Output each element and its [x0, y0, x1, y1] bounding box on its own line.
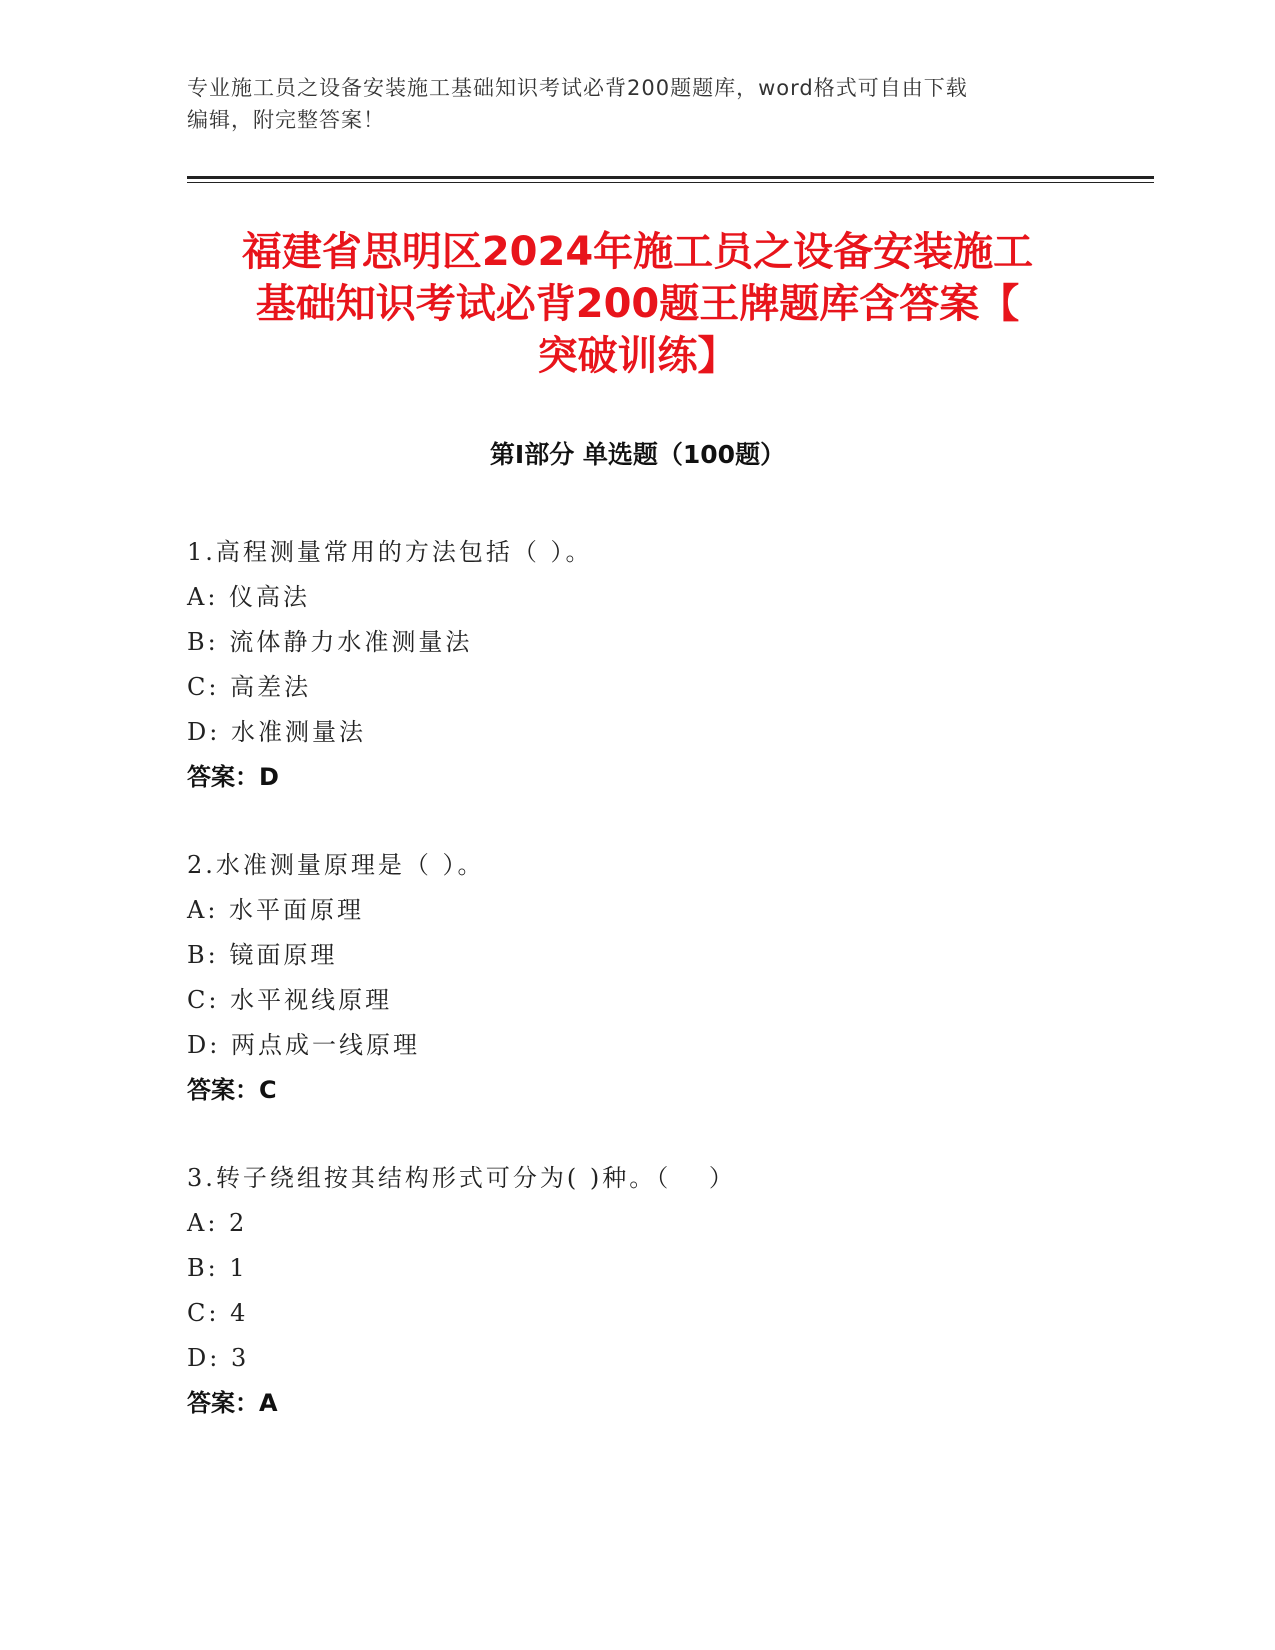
question-list: [187, 530, 1087, 1469]
header-note: [187, 72, 1077, 136]
title-line-2: 基础知识考试必背200题王牌题库含答案【: [255, 281, 1020, 327]
header-note-line-1: 专业施工员之设备安装施工基础知识考试必背200题题库，word格式可自由下载: [187, 76, 968, 100]
section-heading: 第Ⅰ部分 单选题（100题）: [489, 440, 786, 469]
question-3: [187, 1156, 1087, 1426]
option-d: D: 两点成一线原理: [187, 1031, 420, 1059]
question-stem: 1.高程测量常用的方法包括（ ）。: [187, 538, 593, 566]
title-line-1: 福建省思明区2024年施工员之设备安装施工: [241, 229, 1034, 275]
question-1: [187, 530, 1087, 800]
answer: 答案：C: [187, 1076, 277, 1104]
option-c: C: 4: [187, 1299, 249, 1327]
question-stem: 3.转子绕组按其结构形式可分为( )种。（ ）: [187, 1164, 736, 1192]
header-rule-thick: [187, 176, 1154, 179]
header-note-line-2: 编辑，附完整答案！: [187, 108, 385, 132]
question-stem: 2.水准测量原理是（ ）。: [187, 851, 485, 879]
option-c: C: 高差法: [187, 673, 312, 701]
option-d: D: 3: [187, 1344, 250, 1372]
header-rule-thin: [187, 182, 1154, 183]
answer: 答案：D: [187, 763, 279, 791]
question-2: [187, 843, 1087, 1113]
title-line-3: 突破训练】: [537, 333, 738, 379]
option-a: A: 2: [187, 1209, 248, 1237]
option-b: B: 镜面原理: [187, 941, 338, 969]
option-a: A: 仪高法: [187, 583, 311, 611]
option-a: A: 水平面原理: [187, 896, 365, 924]
option-c: C: 水平视线原理: [187, 986, 393, 1014]
option-d: D: 水准测量法: [187, 718, 366, 746]
option-b: B: 1: [187, 1254, 248, 1282]
option-b: B: 流体静力水准测量法: [187, 628, 473, 656]
document-title: [180, 226, 1095, 382]
answer: 答案：A: [187, 1389, 278, 1417]
